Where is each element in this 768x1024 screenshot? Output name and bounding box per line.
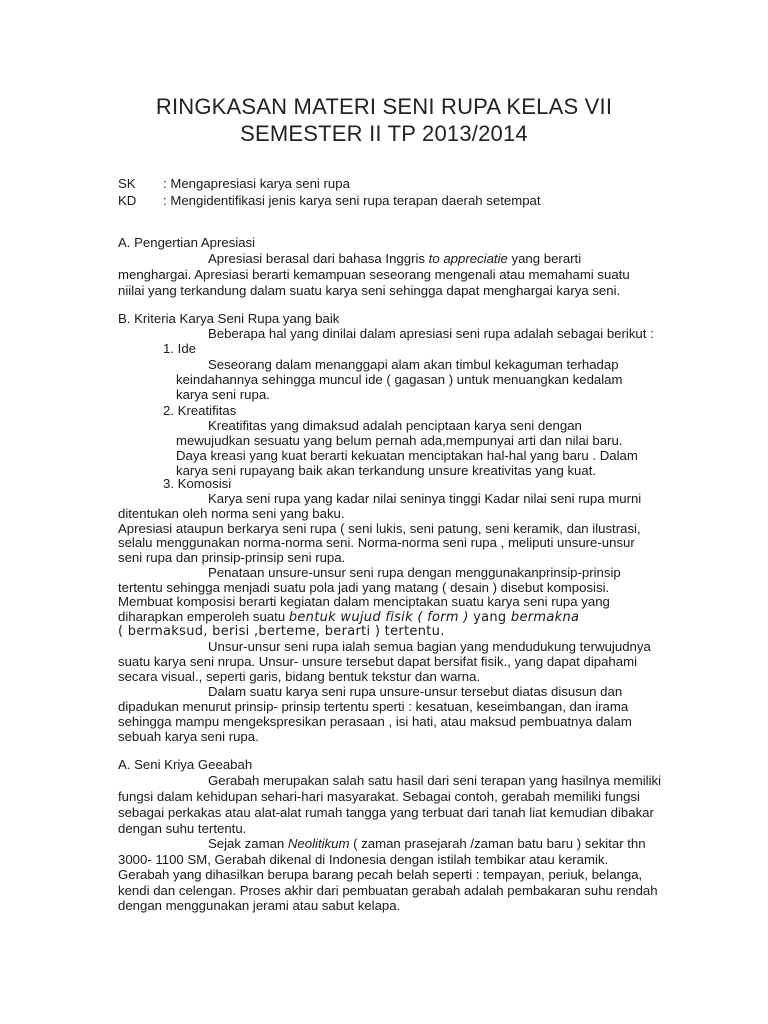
paragraph-line: Gerabah merupakan salah satu hasil dari seni terapan yang hasilnya memiliki xyxy=(208,773,662,788)
paragraph-line: sebagai perkakas atau alat-alat rumah tangga yang terbuat dari tanah liat kemudian dibakar xyxy=(118,805,654,820)
paragraph-line: Seseorang dalam menanggapi alam akan timbul kekaguman terhadap xyxy=(208,357,619,372)
paragraph-line: dipadukan menurut prinsip- prinsip tertentu sperti : kesatuan, keseimbangan, dan irama xyxy=(118,699,629,714)
paragraph-line: Kreatifitas yang dimaksud adalah penciptaan karya seni dengan xyxy=(208,418,582,433)
document-title-line-2: SEMESTER II TP 2013/2014 xyxy=(240,121,528,146)
paragraph-line: Dalam suatu karya seni rupa unsure-unsur tersebut diatas disusun dan xyxy=(208,684,623,699)
paragraph-line: karya seni rupayang baik akan terkandung unsure kreativitas yang kuat. xyxy=(176,463,597,478)
paragraph-line: Membuat komposisi berarti kegiatan dalam menciptakan suatu karya seni rupa yang xyxy=(118,594,610,609)
paragraph-line: Unsur-unsur seni rupa ialah semua bagian yang mendudukung terwujudnya xyxy=(208,639,651,654)
paragraph-line: Apresiasi ataupun berkarya seni rupa ( seni lukis, seni patung, seni keramik, dan ilustrasi, xyxy=(118,521,641,536)
section-c-heading: A. Seni Kriya Geeabah xyxy=(118,757,253,772)
list-item-label: 2. Kreatifitas xyxy=(163,403,237,418)
paragraph-line: fungsi dalam kehidupan sehari-hari masyarakat. Sebagai contoh, gerabah memiliki fungsi xyxy=(118,789,640,804)
text: yang xyxy=(468,610,511,625)
paragraph-line xyxy=(208,836,646,852)
paragraph-line: niilai yang terkandung dalam suatu karya seni sehingga dapat menghargai karya seni. xyxy=(118,283,621,298)
list-item-label: 1. Ide xyxy=(163,341,196,356)
italic-term: to appreciatie xyxy=(428,251,508,266)
paragraph-line: ( bermaksud, berisi ,berteme, berarti ) tertentu. xyxy=(118,624,445,639)
text: Apresiasi berasal dari bahasa Inggris xyxy=(208,251,429,266)
paragraph-line: secara visual., seperti garis, bidang bentuk tekstur dan warna. xyxy=(118,669,481,684)
italic-term: bentuk wujud fisik ( form ) xyxy=(288,610,469,625)
paragraph-line: 3000- 1100 SM, Gerabah dikenal di Indonesia dengan istilah tembikar atau keramik. xyxy=(118,852,609,867)
paragraph-line: dengan suhu tertentu. xyxy=(118,821,247,836)
italic-term: bermakna xyxy=(510,610,580,625)
paragraph-line: seni rupa dan prinsip-prinsip seni rupa. xyxy=(118,550,346,565)
paragraph-line: dengan menggunakan jerami atau sabut kelapa. xyxy=(118,898,401,913)
paragraph-line: kendi dan celengan. Proses akhir dari pembuatan gerabah adalah pembakaran suhu rendah xyxy=(118,883,658,898)
paragraph-line: menghargai. Apresiasi berarti kemampuan seseorang mengenali atau memahami suatu xyxy=(118,267,630,282)
list-item-label: 3. Komosisi xyxy=(163,476,232,491)
paragraph-line: Karya seni rupa yang kadar nilai seninya tinggi Kadar nilai seni rupa murni xyxy=(208,491,642,506)
kd-label: KD xyxy=(118,193,137,208)
paragraph-line: karya seni rupa. xyxy=(176,387,270,402)
paragraph-line: ditentukan oleh norma seni yang baku. xyxy=(118,506,345,521)
paragraph-line: Penataan unsure-unsur seni rupa dengan menggunakanprinsip-prinsip xyxy=(208,565,621,580)
text: yang berarti xyxy=(507,251,582,266)
paragraph-line: Daya kreasi yang kuat berarti kekuatan menciptakan hal-hal yang baru . Dalam xyxy=(176,448,638,463)
paragraph-line: tertentu sehingga menjadi suatu pola jadi yang matang ( desain ) disebut komposisi. xyxy=(118,580,610,595)
paragraph-line: Beberapa hal yang dinilai dalam apresiasi seni rupa adalah sebagai berikut : xyxy=(208,326,654,341)
document-title-line-1: RINGKASAN MATERI SENI RUPA KELAS VII xyxy=(155,94,613,119)
paragraph-line: keindahannya sehingga muncul ide ( gagasan ) untuk menuangkan kedalam xyxy=(176,372,623,387)
section-a-heading: A. Pengertian Apresiasi xyxy=(118,235,256,250)
paragraph-line: suatu karya seni nrupa. Unsur- unsure tersebut dapat bersifat fisik., yang dapat dipahami xyxy=(118,654,638,669)
paragraph-line xyxy=(208,251,581,267)
sk-label: SK xyxy=(118,176,136,191)
kd-value: : Mengidentifikasi jenis karya seni rupa terapan daerah setempat xyxy=(163,193,541,208)
paragraph-line: sebuah karya seni rupa. xyxy=(118,729,259,744)
text: Sejak zaman xyxy=(208,836,288,851)
sk-value: : Mengapresiasi karya seni rupa xyxy=(163,176,350,191)
text: ( zaman prasejarah /zaman batu baru ) sekitar thn xyxy=(349,836,646,851)
section-b-heading: B. Kriteria Karya Seni Rupa yang baik xyxy=(118,311,340,326)
paragraph-line: Gerabah yang dihasilkan berupa barang pecah belah seperti : tempayan, periuk, belanga, xyxy=(118,867,643,882)
paragraph-line: sehingga mampu mengekspresikan perasaan , isi hati, atau maksud pembuatnya dalam xyxy=(118,714,632,729)
paragraph-line: mewujudkan sesuatu yang belum pernah ada,mempunyai arti dan nilai baru. xyxy=(176,433,623,448)
text: diharapkan emperoleh suatu xyxy=(118,609,289,624)
italic-term: Neolitikum xyxy=(287,836,350,851)
paragraph-line: selalu menggunakan norma-norma seni. Norma-norma seni rupa , meliputi unsure-unsur xyxy=(118,535,635,550)
